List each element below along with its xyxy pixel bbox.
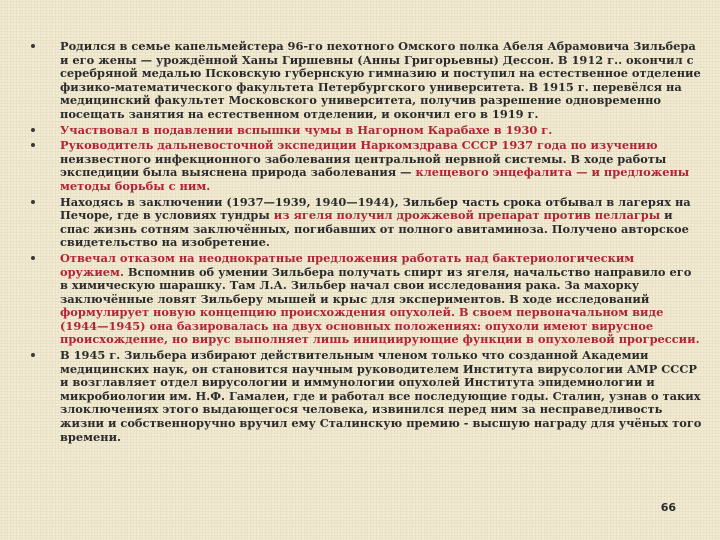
bullet-item xyxy=(26,124,702,138)
bullet-text-segment: Родился в семье капельмейстера 96-го пехотного Омского полка Абеля Абрамовича Зильбера и его жены — урождённой Ханы Гиршевны (Анны Григорьевны) Дессон. В 1912 г.. окончил с серебряной медалью Псковскую губернскую гимназию и поступил на естественное отделение физико-математического факультета Петербургского университета. В 1915 г. перевёлся на медицинский факультет Московского университета, получив разрешение одновременно посещать занятия на естественном отделении, и окончил его в 1919 г. xyxy=(60,39,701,121)
bullet-text-segment: Руководитель дальневосточной экспедиции Наркомздрава СССР 1937 года по изучению xyxy=(60,138,658,153)
bullet-text-segment: неизвестного инфекционного заболевания центральной нервной системы. В ходе работы экспедиции была выяснена природа заболевания — xyxy=(60,151,667,180)
bullet-item xyxy=(26,139,702,193)
bullet-text-segment: формулирует новую концепцию происхождения опухолей. В своем первоначальном виде (1944—1945) она базировалась на двух основных положениях: опухоли имеют вирусное происхождение, но вирус выполняет лишь инициирующие функции в опухолевой прогрессии. xyxy=(60,305,700,347)
bullet-dot-icon xyxy=(31,143,35,147)
bullet-dot-icon xyxy=(31,44,35,48)
bullet-item xyxy=(26,40,702,122)
bullet-dot-icon xyxy=(31,200,35,204)
bullet-dot-icon xyxy=(31,256,35,260)
page-number: 66 xyxy=(660,501,676,514)
bullet-item xyxy=(26,252,702,347)
bullet-text-segment: Находясь в заключении (1937—1939, 1940—1944), Зильбер часть срока отбывал в лагерях на Печоре, где в условиях тундры xyxy=(60,194,691,223)
bullet-item xyxy=(26,196,702,250)
bullet-text-segment: Отвечал отказом на неоднократные предложения работать над бактериологическим оружием. xyxy=(60,250,635,279)
bullet-text-segment: Участвовал в подавлении вспышки чумы в Нагорном Карабахе в 1930 г. xyxy=(60,122,553,137)
bullet-text-segment: из ягеля получил дрожжевой препарат против пеллагры xyxy=(273,208,661,223)
bullet-dot-icon xyxy=(31,353,35,357)
bullet-text-segment: клещевого энцефалита — и предложены методы борьбы с ним. xyxy=(60,165,690,193)
bullet-text-segment: Вспомнив об умении Зильбера получать спирт из ягеля, начальство направило его в химическую шарашку. Там Л.А. Зильбер начал свои исследования рака. За махорку заключённые ловят Зильберу мышей и крыс для экспериментов. В ходе исследований xyxy=(60,264,692,306)
bullet-text-segment: и спас жизнь сотням заключённых, погибавших от полного авитаминоза. Получено авторское свидетельство на изобретение. xyxy=(60,208,689,250)
bullet-item xyxy=(26,349,702,444)
bullet-text-segment: В 1945 г. Зильбера избирают действительным членом только что созданной Академии медицинских наук, он становится научным руководителем Института вирусологии АМР СССР и возглавляет отдел вирусологии и иммунологии опухолей Института эпидемиологии и микробиологии им. Н.Ф. Гамалеи, где и работал все последующие годы. Сталин, узнав о таких злоключениях этого выдающегося человека, извинился перед ним за несправедливость жизни и собственноручно вручил ему Сталинскую премию - высшую награду для учёных того времени. xyxy=(60,348,702,444)
bullet-list xyxy=(26,40,702,446)
bullet-dot-icon xyxy=(31,128,35,132)
